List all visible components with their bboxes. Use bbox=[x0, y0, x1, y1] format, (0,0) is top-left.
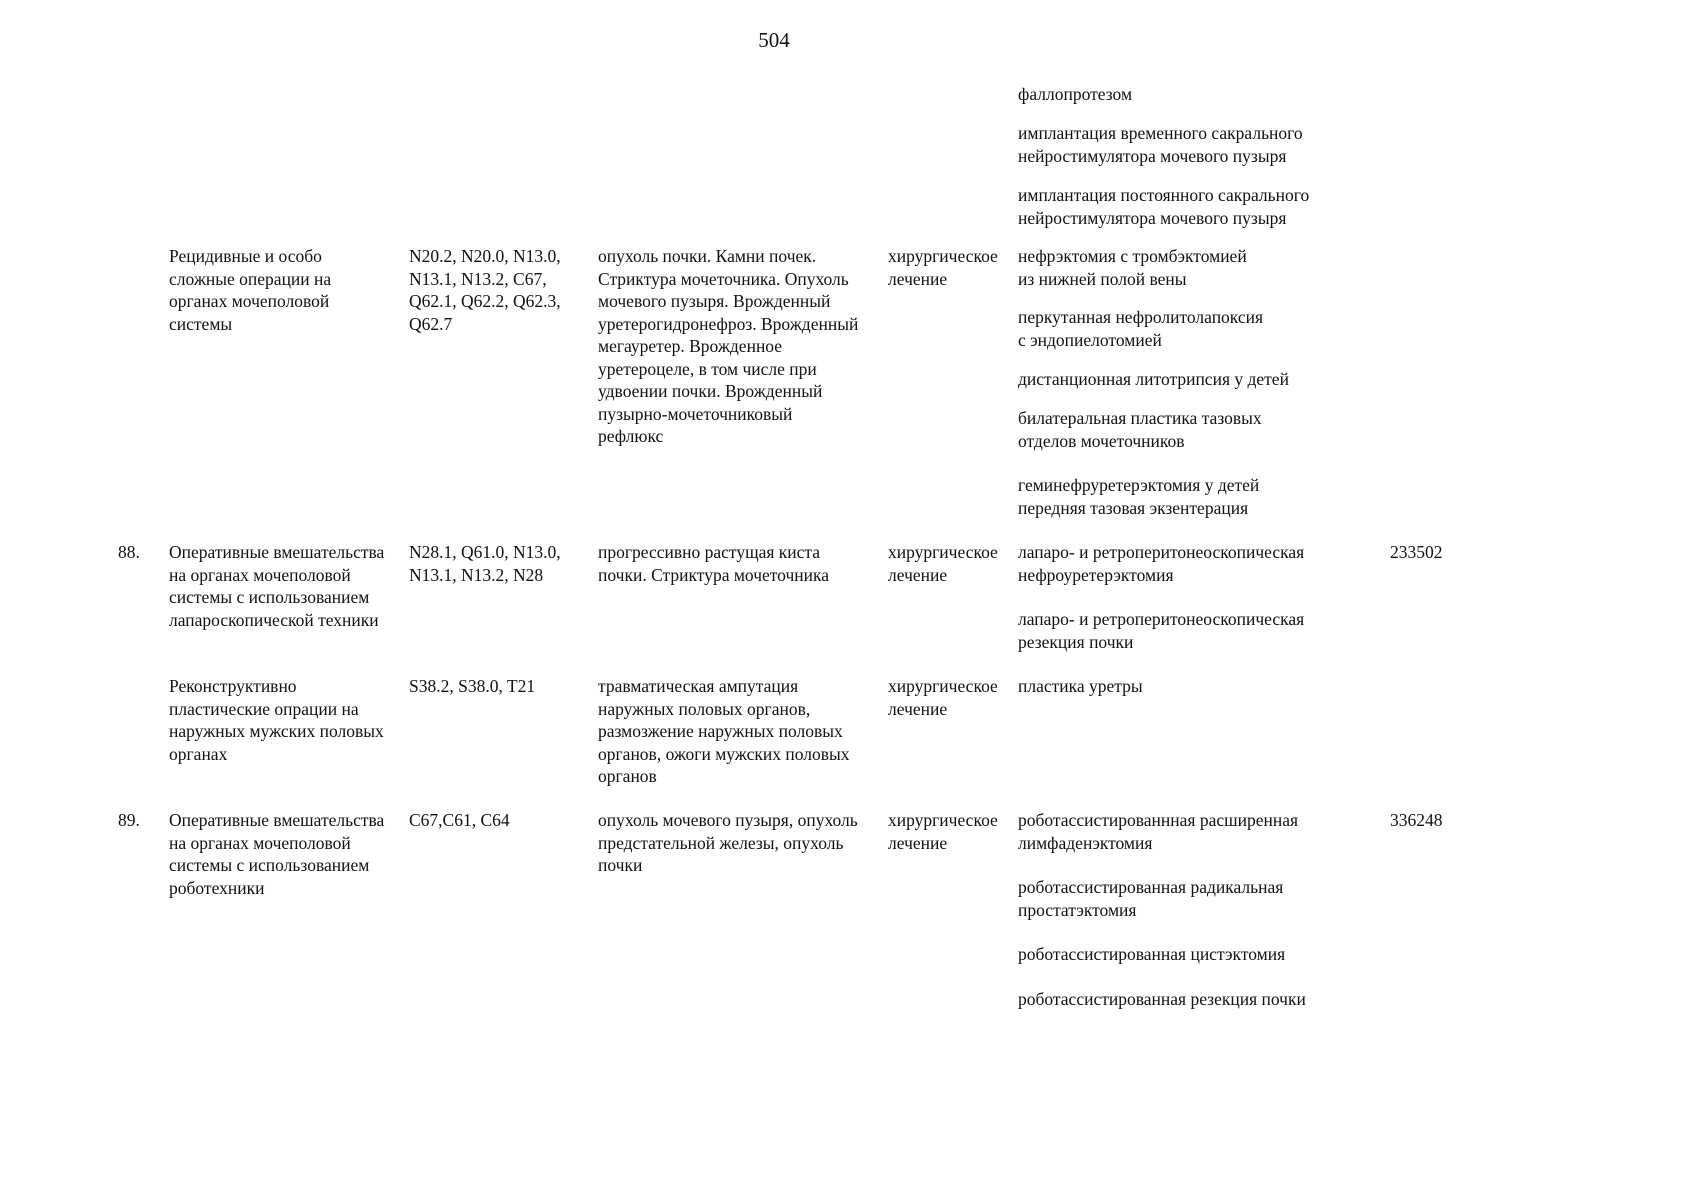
row-method: дистанционная литотрипсия у детей bbox=[1018, 369, 1289, 389]
row-method: перкутанная нефролитолапоксия с эндопиелотомией bbox=[1018, 307, 1264, 350]
row-method: пластика уретры bbox=[1018, 676, 1143, 696]
row-model: опухоль мочевого пузыря, опухоль предстательной железы, опухоль почки bbox=[598, 810, 858, 875]
row-treatment: хирургическое лечение bbox=[888, 542, 998, 585]
row-name: Оперативные вмешательства на органах мочеполовой системы с использованием роботехники bbox=[169, 810, 385, 898]
continued-method: имплантация временного сакрального нейростимулятора мочевого пузыря bbox=[1018, 123, 1303, 166]
continued-method: имплантация постоянного сакрального нейростимулятора мочевого пузыря bbox=[1018, 185, 1310, 228]
row-model: опухоль почки. Камни почек. Стриктура мочеточника. Опухоль мочевого пузыря. Врожденный уретерогидронефроз. Врожденный мегауретер. Врожденное уретероцеле, в том числе при удвоении почки. Врожденный пузырно-мочеточниковый рефлюкс bbox=[598, 246, 859, 446]
row-method: роботассистированная радикальная простатэктомия bbox=[1018, 877, 1284, 920]
row-method: роботассистированная резекция почки bbox=[1018, 989, 1306, 1009]
row-number: 88. bbox=[118, 542, 140, 562]
row-treatment: хирургическое лечение bbox=[888, 676, 998, 719]
row-method: роботассистированнная расширенная лимфаденэктомия bbox=[1018, 810, 1299, 853]
row-name: Оперативные вмешательства на органах мочеполовой системы с использованием лапароскопической техники bbox=[169, 542, 385, 630]
row-name: Рецидивные и особо сложные операции на органах мочеполовой системы bbox=[169, 246, 332, 334]
row-method: геминефруретерэктомия у детей передняя тазовая экзентерация bbox=[1018, 475, 1260, 518]
continued-method: фаллопротезом bbox=[1018, 84, 1133, 104]
row-name: Реконструктивно пластические опрации на наружных мужских половых органах bbox=[169, 676, 384, 764]
row-cost: 233502 bbox=[1390, 542, 1443, 562]
row-codes: N28.1, Q61.0, N13.0, N13.1, N13.2, N28 bbox=[409, 542, 561, 585]
row-method: роботассистированная цистэктомия bbox=[1018, 944, 1286, 964]
row-method: билатеральная пластика тазовых отделов мочеточников bbox=[1018, 408, 1262, 451]
row-model: прогрессивно растущая киста почки. Стриктура мочеточника bbox=[598, 542, 830, 585]
row-codes: S38.2, S38.0, T21 bbox=[409, 676, 536, 696]
row-method: лапаро- и ретроперитонеоскопическая нефроуретерэктомия bbox=[1018, 542, 1305, 585]
row-codes: C67,C61, C64 bbox=[409, 810, 510, 830]
row-method: лапаро- и ретроперитонеоскопическая резекция почки bbox=[1018, 609, 1305, 652]
row-method: нефрэктомия с тромбэктомией из нижней полой вены bbox=[1018, 246, 1247, 289]
row-cost: 336248 bbox=[1390, 810, 1443, 830]
row-number: 89. bbox=[118, 810, 140, 830]
page-number: 504 bbox=[758, 28, 790, 52]
row-codes: N20.2, N20.0, N13.0, N13.1, N13.2, C67, Q62.1, Q62.2, Q62.3, Q62.7 bbox=[409, 246, 561, 334]
row-model: травматическая ампутация наружных половых органов, размозжение наружных половых органов, ожоги мужских половых органов bbox=[598, 676, 850, 786]
row-treatment: хирургическое лечение bbox=[888, 246, 998, 289]
row-treatment: хирургическое лечение bbox=[888, 810, 998, 853]
